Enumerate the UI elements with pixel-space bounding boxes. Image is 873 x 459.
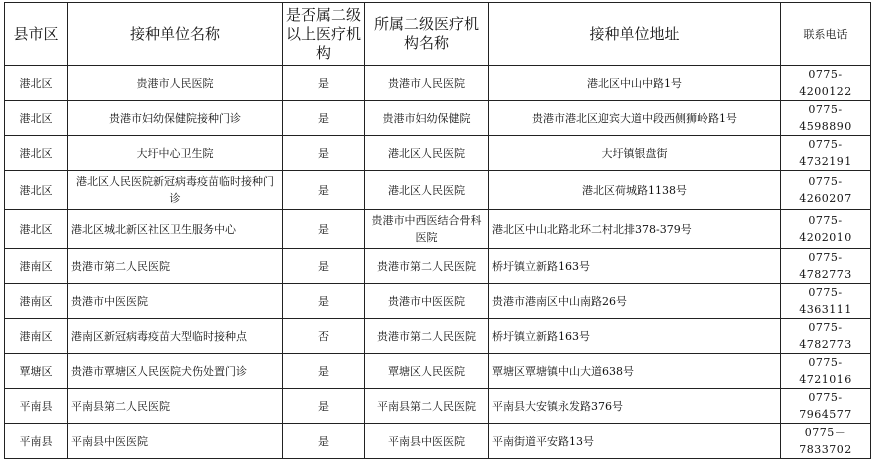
cell-is-level2: 是 bbox=[283, 389, 365, 424]
cell-is-level2: 是 bbox=[283, 354, 365, 389]
header-is-level2: 是否属二级以上医疗机构 bbox=[283, 3, 365, 66]
cell-address: 覃塘区覃塘镇中山大道638号 bbox=[489, 354, 781, 389]
cell-district: 港北区 bbox=[5, 66, 68, 101]
cell-parent-institution: 平南县第二人民医院 bbox=[365, 389, 489, 424]
cell-unit-name: 平南县第二人民医院 bbox=[68, 389, 283, 424]
cell-address: 港北区中山中路1号 bbox=[489, 66, 781, 101]
cell-parent-institution: 覃塘区人民医院 bbox=[365, 354, 489, 389]
cell-unit-name: 贵港市妇幼保健院接种门诊 bbox=[68, 101, 283, 136]
cell-district: 港北区 bbox=[5, 101, 68, 136]
cell-is-level2: 是 bbox=[283, 171, 365, 210]
table-row bbox=[5, 284, 871, 319]
cell-parent-institution: 贵港市人民医院 bbox=[365, 66, 489, 101]
cell-district: 港南区 bbox=[5, 319, 68, 354]
cell-address: 平南县大安镇永发路376号 bbox=[489, 389, 781, 424]
cell-parent-institution: 贵港市第二人民医院 bbox=[365, 319, 489, 354]
table-row bbox=[5, 354, 871, 389]
cell-address: 贵港市港北区迎宾大道中段西侧狮岭路1号 bbox=[489, 101, 781, 136]
cell-phone: 0775－7833702 bbox=[781, 424, 871, 459]
vaccination-sites-table bbox=[4, 2, 871, 459]
cell-address: 贵港市港南区中山南路26号 bbox=[489, 284, 781, 319]
cell-address: 港北区中山北路北环二村北排378-379号 bbox=[489, 210, 781, 249]
cell-unit-name: 贵港市覃塘区人民医院犬伤处置门诊 bbox=[68, 354, 283, 389]
cell-district: 覃塘区 bbox=[5, 354, 68, 389]
cell-phone: 0775-4200122 bbox=[781, 66, 871, 101]
cell-unit-name: 平南县中医医院 bbox=[68, 424, 283, 459]
table-row bbox=[5, 319, 871, 354]
cell-is-level2: 是 bbox=[283, 424, 365, 459]
cell-unit-name: 港北区城北新区社区卫生服务中心 bbox=[68, 210, 283, 249]
cell-address: 大圩镇银盘街 bbox=[489, 136, 781, 171]
cell-phone: 0775-4721016 bbox=[781, 354, 871, 389]
cell-unit-name: 大圩中心卫生院 bbox=[68, 136, 283, 171]
cell-parent-institution: 贵港市中医医院 bbox=[365, 284, 489, 319]
cell-address: 平南街道平安路13号 bbox=[489, 424, 781, 459]
cell-unit-name: 贵港市人民医院 bbox=[68, 66, 283, 101]
cell-address: 桥圩镇立新路163号 bbox=[489, 319, 781, 354]
cell-district: 港南区 bbox=[5, 249, 68, 284]
cell-district: 港北区 bbox=[5, 171, 68, 210]
cell-district: 平南县 bbox=[5, 389, 68, 424]
cell-is-level2: 否 bbox=[283, 319, 365, 354]
cell-phone: 0775-4260207 bbox=[781, 171, 871, 210]
cell-parent-institution: 港北区人民医院 bbox=[365, 136, 489, 171]
cell-address: 港北区荷城路1138号 bbox=[489, 171, 781, 210]
cell-is-level2: 是 bbox=[283, 249, 365, 284]
cell-address: 桥圩镇立新路163号 bbox=[489, 249, 781, 284]
header-phone: 联系电话 bbox=[781, 3, 871, 66]
cell-phone: 0775-4363111 bbox=[781, 284, 871, 319]
cell-phone: 0775-4598890 bbox=[781, 101, 871, 136]
header-district: 县市区 bbox=[5, 3, 68, 66]
cell-parent-institution: 港北区人民医院 bbox=[365, 171, 489, 210]
header-row bbox=[5, 3, 871, 66]
cell-is-level2: 是 bbox=[283, 136, 365, 171]
cell-phone: 0775-7964577 bbox=[781, 389, 871, 424]
table-row bbox=[5, 424, 871, 459]
cell-is-level2: 是 bbox=[283, 210, 365, 249]
cell-phone: 0775-4732191 bbox=[781, 136, 871, 171]
cell-is-level2: 是 bbox=[283, 101, 365, 136]
cell-parent-institution: 贵港市妇幼保健院 bbox=[365, 101, 489, 136]
header-unit-name: 接种单位名称 bbox=[68, 3, 283, 66]
table-row bbox=[5, 171, 871, 210]
cell-phone: 0775-4782773 bbox=[781, 319, 871, 354]
cell-is-level2: 是 bbox=[283, 66, 365, 101]
table-row bbox=[5, 66, 871, 101]
cell-district: 港北区 bbox=[5, 136, 68, 171]
cell-phone: 0775-4202010 bbox=[781, 210, 871, 249]
table-row bbox=[5, 210, 871, 249]
header-address: 接种单位地址 bbox=[489, 3, 781, 66]
cell-unit-name: 港北区人民医院新冠病毒疫苗临时接种门诊 bbox=[68, 171, 283, 210]
table-row bbox=[5, 249, 871, 284]
cell-district: 港北区 bbox=[5, 210, 68, 249]
cell-parent-institution: 贵港市第二人民医院 bbox=[365, 249, 489, 284]
cell-unit-name: 贵港市中医医院 bbox=[68, 284, 283, 319]
cell-district: 港南区 bbox=[5, 284, 68, 319]
header-parent-institution: 所属二级医疗机构名称 bbox=[365, 3, 489, 66]
table-row bbox=[5, 136, 871, 171]
cell-unit-name: 港南区新冠病毒疫苗大型临时接种点 bbox=[68, 319, 283, 354]
cell-is-level2: 是 bbox=[283, 284, 365, 319]
cell-unit-name: 贵港市第二人民医院 bbox=[68, 249, 283, 284]
cell-parent-institution: 贵港市中西医结合骨科医院 bbox=[365, 210, 489, 249]
cell-district: 平南县 bbox=[5, 424, 68, 459]
table-row bbox=[5, 389, 871, 424]
cell-parent-institution: 平南县中医医院 bbox=[365, 424, 489, 459]
table-row bbox=[5, 101, 871, 136]
cell-phone: 0775-4782773 bbox=[781, 249, 871, 284]
